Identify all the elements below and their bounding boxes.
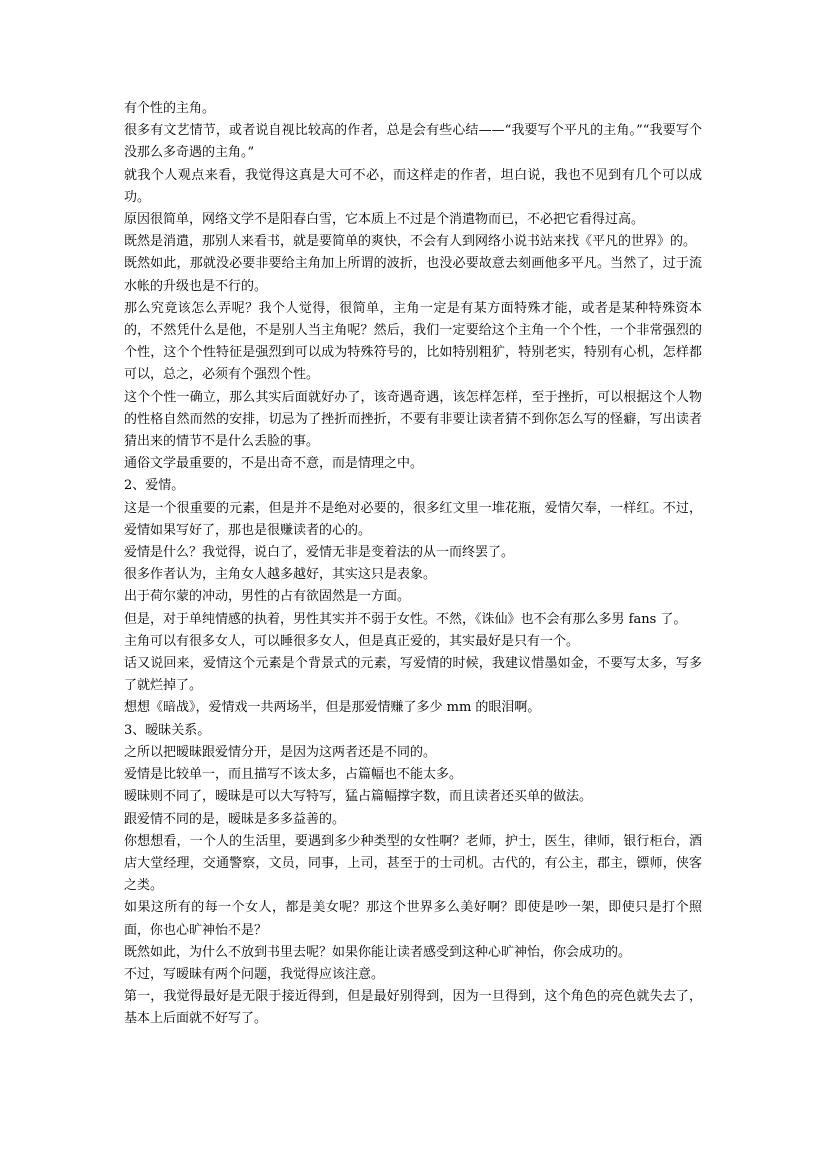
paragraph: 很多有文艺情节，或者说自视比较高的作者，总是会有些心结——“我要写个平凡的主角。”“我要写个没那么多奇遇的主角。”: [124, 123, 702, 161]
section-heading: 2、爱情。: [124, 478, 185, 494]
paragraph: 之所以把暧昧跟爱情分开，是因为这两者还是不同的。: [124, 744, 437, 760]
paragraph: 不过，写暧昧有两个问题，我觉得应该注意。: [124, 966, 385, 982]
paragraph: 如果这所有的每一个女人，都是美女呢？那这个世界多么美好啊？即使是吵一架，即使只是打个照面，你也心旷神怡不是？: [124, 900, 702, 938]
paragraph: 通俗文学最重要的，不是出奇不意，而是情理之中。: [124, 456, 424, 472]
paragraph: 话又说回来，爱情这个元素是个背景式的元素，写爱情的时候，我建议惜墨如金，不要写太多，写多了就烂掉了。: [124, 656, 702, 694]
paragraph: 那么究竟该怎么弄呢？我个人觉得，很简单，主角一定是有某方面特殊才能，或者是某种特殊资本的，不然凭什么是他，不是别人当主角呢？然后，我们一定要给这个主角一个个性，一个非常强烈的个性，这个个性特征是强烈到可以成为特殊符号的，比如特别粗犷，特别老实，特别有心机，怎样都可以，总之，必须有个强烈个性。: [124, 300, 702, 383]
paragraph: 既然如此，为什么不放到书里去呢？如果你能让读者感受到这种心旷神怡，你会成功的。: [124, 944, 632, 960]
paragraph: 很多作者认为，主角女人越多越好，其实这只是表象。: [124, 567, 437, 583]
paragraph: 爱情是比较单一，而且描写不该太多，占篇幅也不能太多。: [124, 767, 463, 783]
paragraph: 出于荷尔蒙的冲动，男性的占有欲固然是一方面。: [124, 589, 411, 605]
paragraph: 爱情是什么？我觉得，说白了，爱情无非是变着法的从一而终罢了。: [124, 545, 515, 561]
paragraph: 原因很简单，网络文学不是阳春白雪，它本质上不过是个消遣物而已，不必把它看得过高。: [124, 212, 645, 228]
document-body: [124, 98, 702, 1031]
paragraph: 这个个性一确立，那么其实后面就好办了，该奇遇奇遇，该怎样怎样，至于挫折，可以根据这个人物的性格自然而然的安排，切忌为了挫折而挫折，不要有非要让读者猜不到你怎么写的怪癖，写出读者猜出来的情节不是什么丢脸的事。: [124, 389, 702, 450]
paragraph: 主角可以有很多女人，可以睡很多女人，但是真正爱的，其实最好是只有一个。: [124, 633, 580, 649]
paragraph: 就我个人观点来看，我觉得这真是大可不必，而这样走的作者，坦白说，我也不见到有几个可以成功。: [124, 167, 702, 205]
paragraph: 跟爱情不同的是，暧昧是多多益善的。: [124, 811, 346, 827]
paragraph: 这是一个很重要的元素，但是并不是绝对必要的，很多红文里一堆花瓶，爱情欠奉，一样红。不过，爱情如果写好了，那也是很赚读者的心的。: [124, 500, 702, 538]
paragraph: 第一，我觉得最好是无限于接近得到，但是最好别得到，因为一旦得到，这个角色的亮色就失去了，基本上后面就不好写了。: [124, 989, 702, 1027]
paragraph: 但是，对于单纯情感的执着，男性其实并不弱于女性。不然，《诛仙》也不会有那么多男 fans 了。: [124, 611, 687, 627]
paragraph: 有个性的主角。: [124, 101, 216, 116]
paragraph: 暧昧则不同了，暧昧是可以大写特写，猛占篇幅撑字数，而且读者还买单的做法。: [124, 789, 593, 805]
paragraph: 既然是消遣，那别人来看书，就是要简单的爽快，不会有人到网络小说书站来找《平凡的世界》的。: [124, 234, 697, 250]
paragraph: 既然如此，那就没必要非要给主角加上所谓的波折，也没必要故意去刻画他多平凡。当然了，过于流水帐的升级也是不行的。: [124, 256, 702, 294]
paragraph: 想想《暗战》，爱情戏一共两场半，但是那爱情赚了多少 mm 的眼泪啊。: [124, 700, 541, 716]
paragraph: 你想想看，一个人的生活里，要遇到多少种类型的女性啊？老师，护士，医生，律师，银行柜台，酒店大堂经理，交通警察，文员，同事，上司，甚至于的士司机。古代的，有公主，郡主，镖师，侠客之类。: [124, 833, 702, 894]
section-heading: 3、暧昧关系。: [124, 722, 211, 738]
